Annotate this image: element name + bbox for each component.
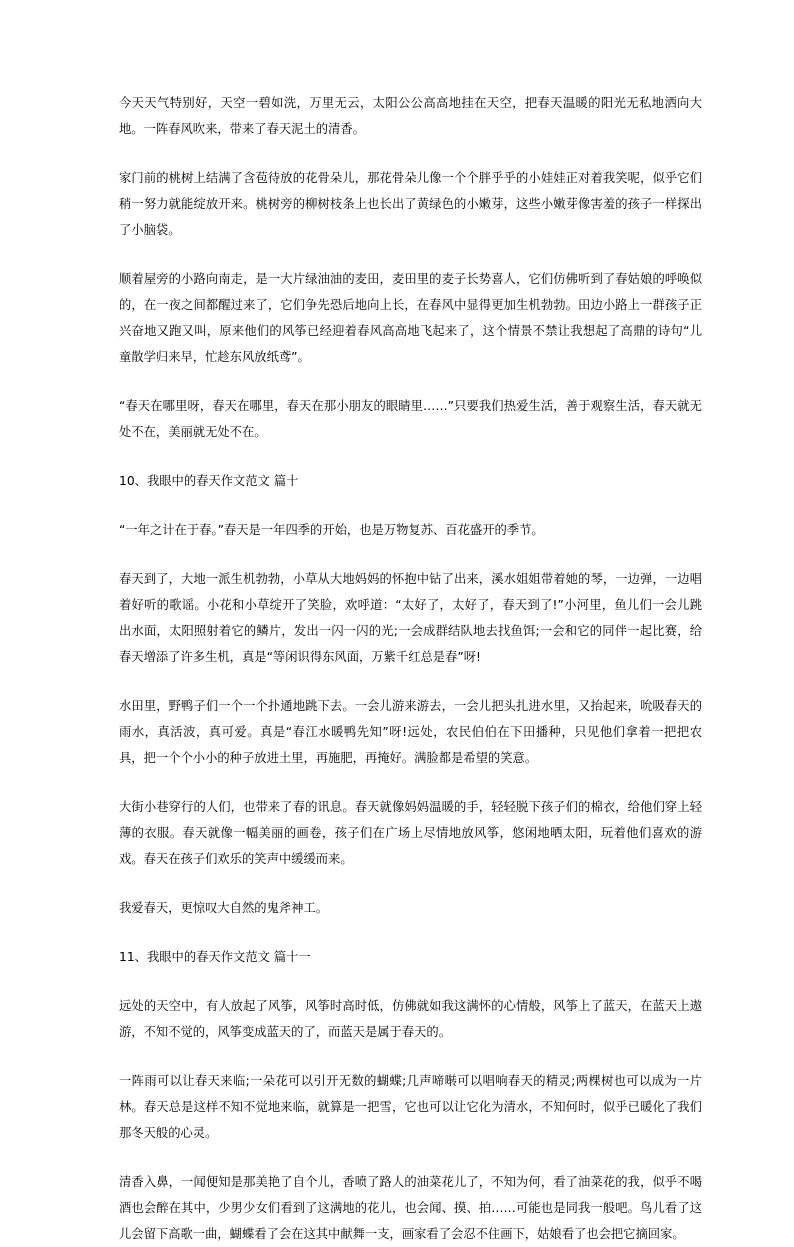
section-heading-10: 10、我眼中的春天作文范文 篇十 [119, 474, 299, 488]
paragraph-gap [119, 921, 702, 944]
paragraph-gap [119, 243, 702, 266]
paragraph-spring-weather: 今天天气特别好，天空一碧如洗，万里无云，太阳公公高高地挂在天空，把春天温暖的阳光无私地洒向大地。一阵春风吹来，带来了春天泥土的清香。 [119, 96, 702, 136]
paragraph-spring-arrived: 春天到了，大地一派生机勃勃，小草从大地妈妈的怀抱中钻了出来，溪水姐姐带着她的琴，一边弹，一边唱着好听的歌谣。小花和小草绽开了笑脸，欢呼道：“太好了，太好了，春天到了!”小河里，鱼儿们一会儿跳出水面，太阳照射着它的鳞片，发出一闪一闪的光;一会成群结队地去找鱼饵;一会和它的同伴一起比赛，给春天增添了许多生机，真是“等闲识得东风面，万紫千红总是春”呀! [119, 572, 702, 664]
paragraph-love-spring: 我爱春天，更惊叹大自然的鬼斧神工。 [119, 901, 329, 915]
paragraph-gap [119, 670, 702, 693]
paragraph-year-plan: “一年之计在于春。”春天是一年四季的开始，也是万物复苏、百花盛开的季节。 [119, 523, 544, 537]
paragraph-peach-tree: 家门前的桃树上结满了含苞待放的花骨朵儿，那花骨朵儿像一个个胖乎乎的小娃娃正对着我笑呢，似乎它们稍一努力就能绽放开来。桃树旁的柳树枝条上也长出了黄绿色的小嫩芽，这些小嫩芽像害羞的孩子一样探出了小脑袋。 [119, 171, 702, 237]
paragraph-gap [119, 872, 702, 895]
paragraph-gap [119, 771, 702, 794]
paragraph-gap [119, 370, 702, 393]
paragraph-rain-spring: 一阵雨可以让春天来临;一朵花可以引开无数的蝴蝶;几声啼啭可以唱响春天的精灵;两棵树也可以成为一片林。春天总是这样不知不觉地来临，就算是一把雪，它也可以让它化为清水，不知何时，似乎已暖化了我们那冬天般的心灵。 [119, 1074, 702, 1140]
paragraph-paddy-ducks: 水田里，野鸭子们一个一个扑通地跳下去。一会儿游来游去，一会儿把头扎进水里，又抬起来，吮吸春天的雨水，真活波，真可爱。真是“春江水暖鸭先知”呀!远处，农民伯伯在下田播种，只见他们拿着一把把农具，把一个个小小的种子放进土里，再施肥，再掩好。满脸都是希望的笑意。 [119, 699, 702, 765]
paragraph-gap [119, 445, 702, 468]
paragraph-gap [119, 1045, 702, 1068]
paragraph-gap [119, 494, 702, 517]
paragraph-rapeseed-flowers: 清香入鼻，一闻便知是那美艳了自个儿，香喷了路人的油菜花儿了，不知为何，看了油菜花的我，似乎不喝酒也会醉在其中，少男少女们看到了这满地的花儿，也会闻、摸、拍……可能也是同我一般吧。鸟儿看了这儿会留下高歌一曲，蝴蝶看了会在这其中献舞一支，画家看了会忍不住画下，姑娘看了也会把它摘回家。 [119, 1175, 702, 1241]
paragraph-gap [119, 1146, 702, 1169]
paragraph-where-is-spring: “春天在哪里呀，春天在哪里，春天在那小朋友的眼睛里……”只要我们热爱生活，善于观察生活，春天就无处不在，美丽就无处不在。 [119, 399, 702, 439]
paragraph-street-people: 大街小巷穿行的人们，也带来了春的讯息。春天就像妈妈温暖的手，轻轻脱下孩子们的棉衣，给他们穿上轻薄的衣服。春天就像一幅美丽的画卷，孩子们在广场上尽情地放风筝，悠闲地晒太阳，玩着他们喜欢的游戏。春天在孩子们欢乐的笑声中缓缓而来。 [119, 800, 702, 866]
paragraph-gap [119, 543, 702, 566]
paragraph-gap [119, 142, 702, 165]
section-heading-11: 11、我眼中的春天作文范文 篇十一 [119, 950, 311, 964]
paragraph-gap [119, 970, 702, 993]
paragraph-kite-sky: 远处的天空中，有人放起了风筝，风筝时高时低，仿佛就如我这满怀的心情般，风筝上了蓝天，在蓝天上遨游，不知不觉的，风筝变成蓝天的了，而蓝天是属于春天的。 [119, 999, 702, 1039]
paragraph-wheat-field: 顺着屋旁的小路向南走，是一大片绿油油的麦田，麦田里的麦子长势喜人，它们仿佛听到了春姑娘的呼唤似的，在一夜之间都醒过来了，它们争先恐后地向上长，在春风中显得更加生机勃勃。田边小路上一群孩子正兴奋地又跑又叫，原来他们的风筝已经迎着春风高高地飞起来了，这个情景不禁让我想起了高鼎的诗句“儿童散学归来早，忙趁东风放纸鸢”。 [119, 272, 702, 364]
